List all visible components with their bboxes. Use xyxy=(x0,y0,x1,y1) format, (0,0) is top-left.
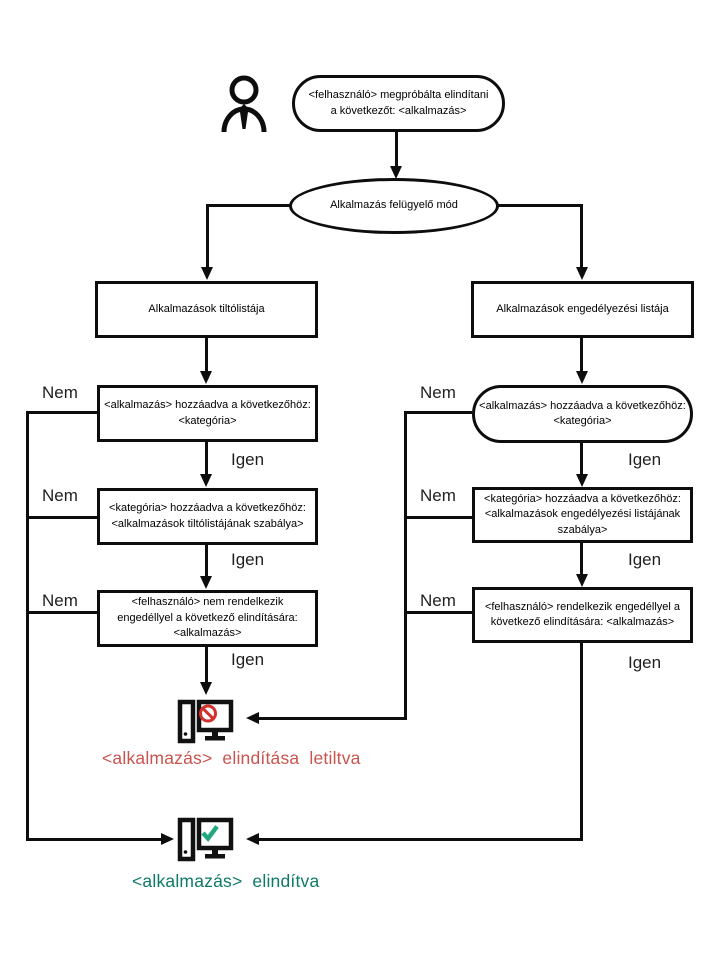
outcome-blocked-text: <alkalmazás> elindítása letiltva xyxy=(102,748,361,768)
edge-label-yes: Igen xyxy=(231,550,265,569)
arrowhead-down-icon xyxy=(200,371,212,384)
arrowhead-down-icon xyxy=(576,267,588,280)
node-text: <felhasználó> nem rendelkezik xyxy=(131,596,284,609)
edge-label-no: Nem xyxy=(420,486,456,505)
edge-line xyxy=(395,132,398,167)
started-computer-icon xyxy=(177,817,234,864)
edge-label-no: Nem xyxy=(42,383,78,402)
edge-label-no: Nem xyxy=(420,591,456,610)
blocked-computer-icon xyxy=(177,699,234,746)
edge-line xyxy=(259,717,407,720)
node-text: <alkalmazások tiltólistájának szabálya> xyxy=(111,517,304,530)
node-text: <alkalmazás> hozzáadva a következőhöz: xyxy=(104,399,311,412)
node-right-user-has-permission xyxy=(472,587,693,643)
node-text: <alkalmazások engedélyezési listájának xyxy=(484,508,681,521)
node-text: engedéllyel a következő elindítására: xyxy=(117,611,298,624)
edge-line xyxy=(27,411,97,414)
node-mode xyxy=(289,178,499,234)
edge-line xyxy=(580,338,583,372)
edge-label-no: Nem xyxy=(42,591,78,610)
node-allowlist-label: Alkalmazások engedélyezési listája xyxy=(496,302,669,315)
edge-line xyxy=(404,411,407,720)
edge-line xyxy=(26,411,29,841)
edge-line xyxy=(27,516,97,519)
edge-line xyxy=(580,443,583,475)
edge-line xyxy=(259,838,583,841)
edge-line xyxy=(205,338,208,372)
edge-label-yes: Igen xyxy=(231,450,265,469)
arrowhead-left-icon xyxy=(246,712,259,724)
node-text: <kategória> hozzáadva a következőhöz: xyxy=(484,492,681,505)
edge-line xyxy=(206,204,209,267)
arrowhead-down-icon xyxy=(200,576,212,589)
edge-line xyxy=(405,516,472,519)
arrowhead-down-icon xyxy=(576,574,588,587)
edge-label-no: Nem xyxy=(420,383,456,402)
edge-line xyxy=(26,838,162,841)
node-mode-label: Alkalmazás felügyelő mód xyxy=(330,199,458,212)
node-text: következő elindítására: <alkalmazás> xyxy=(490,616,675,628)
node-blocklist xyxy=(95,281,318,338)
node-left-category-in-rule xyxy=(97,488,318,545)
edge-label-yes: Igen xyxy=(628,550,662,569)
node-left-app-in-category xyxy=(97,385,318,442)
node-text: <kategória> hozzáadva a következőhöz: xyxy=(109,502,306,515)
arrowhead-down-icon xyxy=(576,474,588,487)
node-text: <kategória> xyxy=(178,414,237,427)
outcome-started-text: <alkalmazás> elindítva xyxy=(132,871,320,891)
node-text: <kategória> xyxy=(553,415,612,427)
arrowhead-left-icon xyxy=(246,833,259,845)
node-text: <alkalmazás> hozzáadva a következőhöz: xyxy=(479,399,686,412)
edge-line xyxy=(206,204,290,207)
edge-line xyxy=(405,611,472,614)
node-start-line1: <felhasználó> megpróbálta elindítani xyxy=(308,89,489,102)
arrowhead-down-icon xyxy=(200,682,212,695)
node-left-user-no-permission xyxy=(97,590,318,647)
edge-label-no: Nem xyxy=(42,486,78,505)
arrowhead-down-icon xyxy=(201,267,213,280)
edge-line xyxy=(27,611,97,614)
edge-line xyxy=(497,204,583,207)
node-allowlist xyxy=(471,281,694,338)
edge-line xyxy=(205,545,208,577)
node-start xyxy=(292,75,505,132)
node-text: szabálya> xyxy=(557,523,608,536)
edge-label-yes: Igen xyxy=(628,450,662,469)
arrowhead-down-icon xyxy=(200,474,212,487)
node-right-category-in-rule xyxy=(472,487,693,543)
edge-line xyxy=(205,442,208,475)
edge-line xyxy=(405,411,472,414)
node-text: <alkalmazás> xyxy=(173,627,242,640)
user-icon xyxy=(221,73,267,135)
arrowhead-down-icon xyxy=(576,371,588,384)
node-blocklist-label: Alkalmazások tiltólistája xyxy=(148,302,265,315)
edge-line xyxy=(580,204,583,267)
arrowhead-right-icon xyxy=(161,833,174,845)
node-right-app-in-category xyxy=(472,385,693,443)
edge-label-yes: Igen xyxy=(628,653,662,672)
edge-label-yes: Igen xyxy=(231,650,265,669)
node-start-line2: a következőt: <alkalmazás> xyxy=(330,104,467,117)
edge-line xyxy=(580,543,583,575)
edge-line xyxy=(205,647,208,683)
node-text: <felhasználó> rendelkezik engedéllyel a xyxy=(484,600,681,613)
edge-line xyxy=(580,643,583,841)
